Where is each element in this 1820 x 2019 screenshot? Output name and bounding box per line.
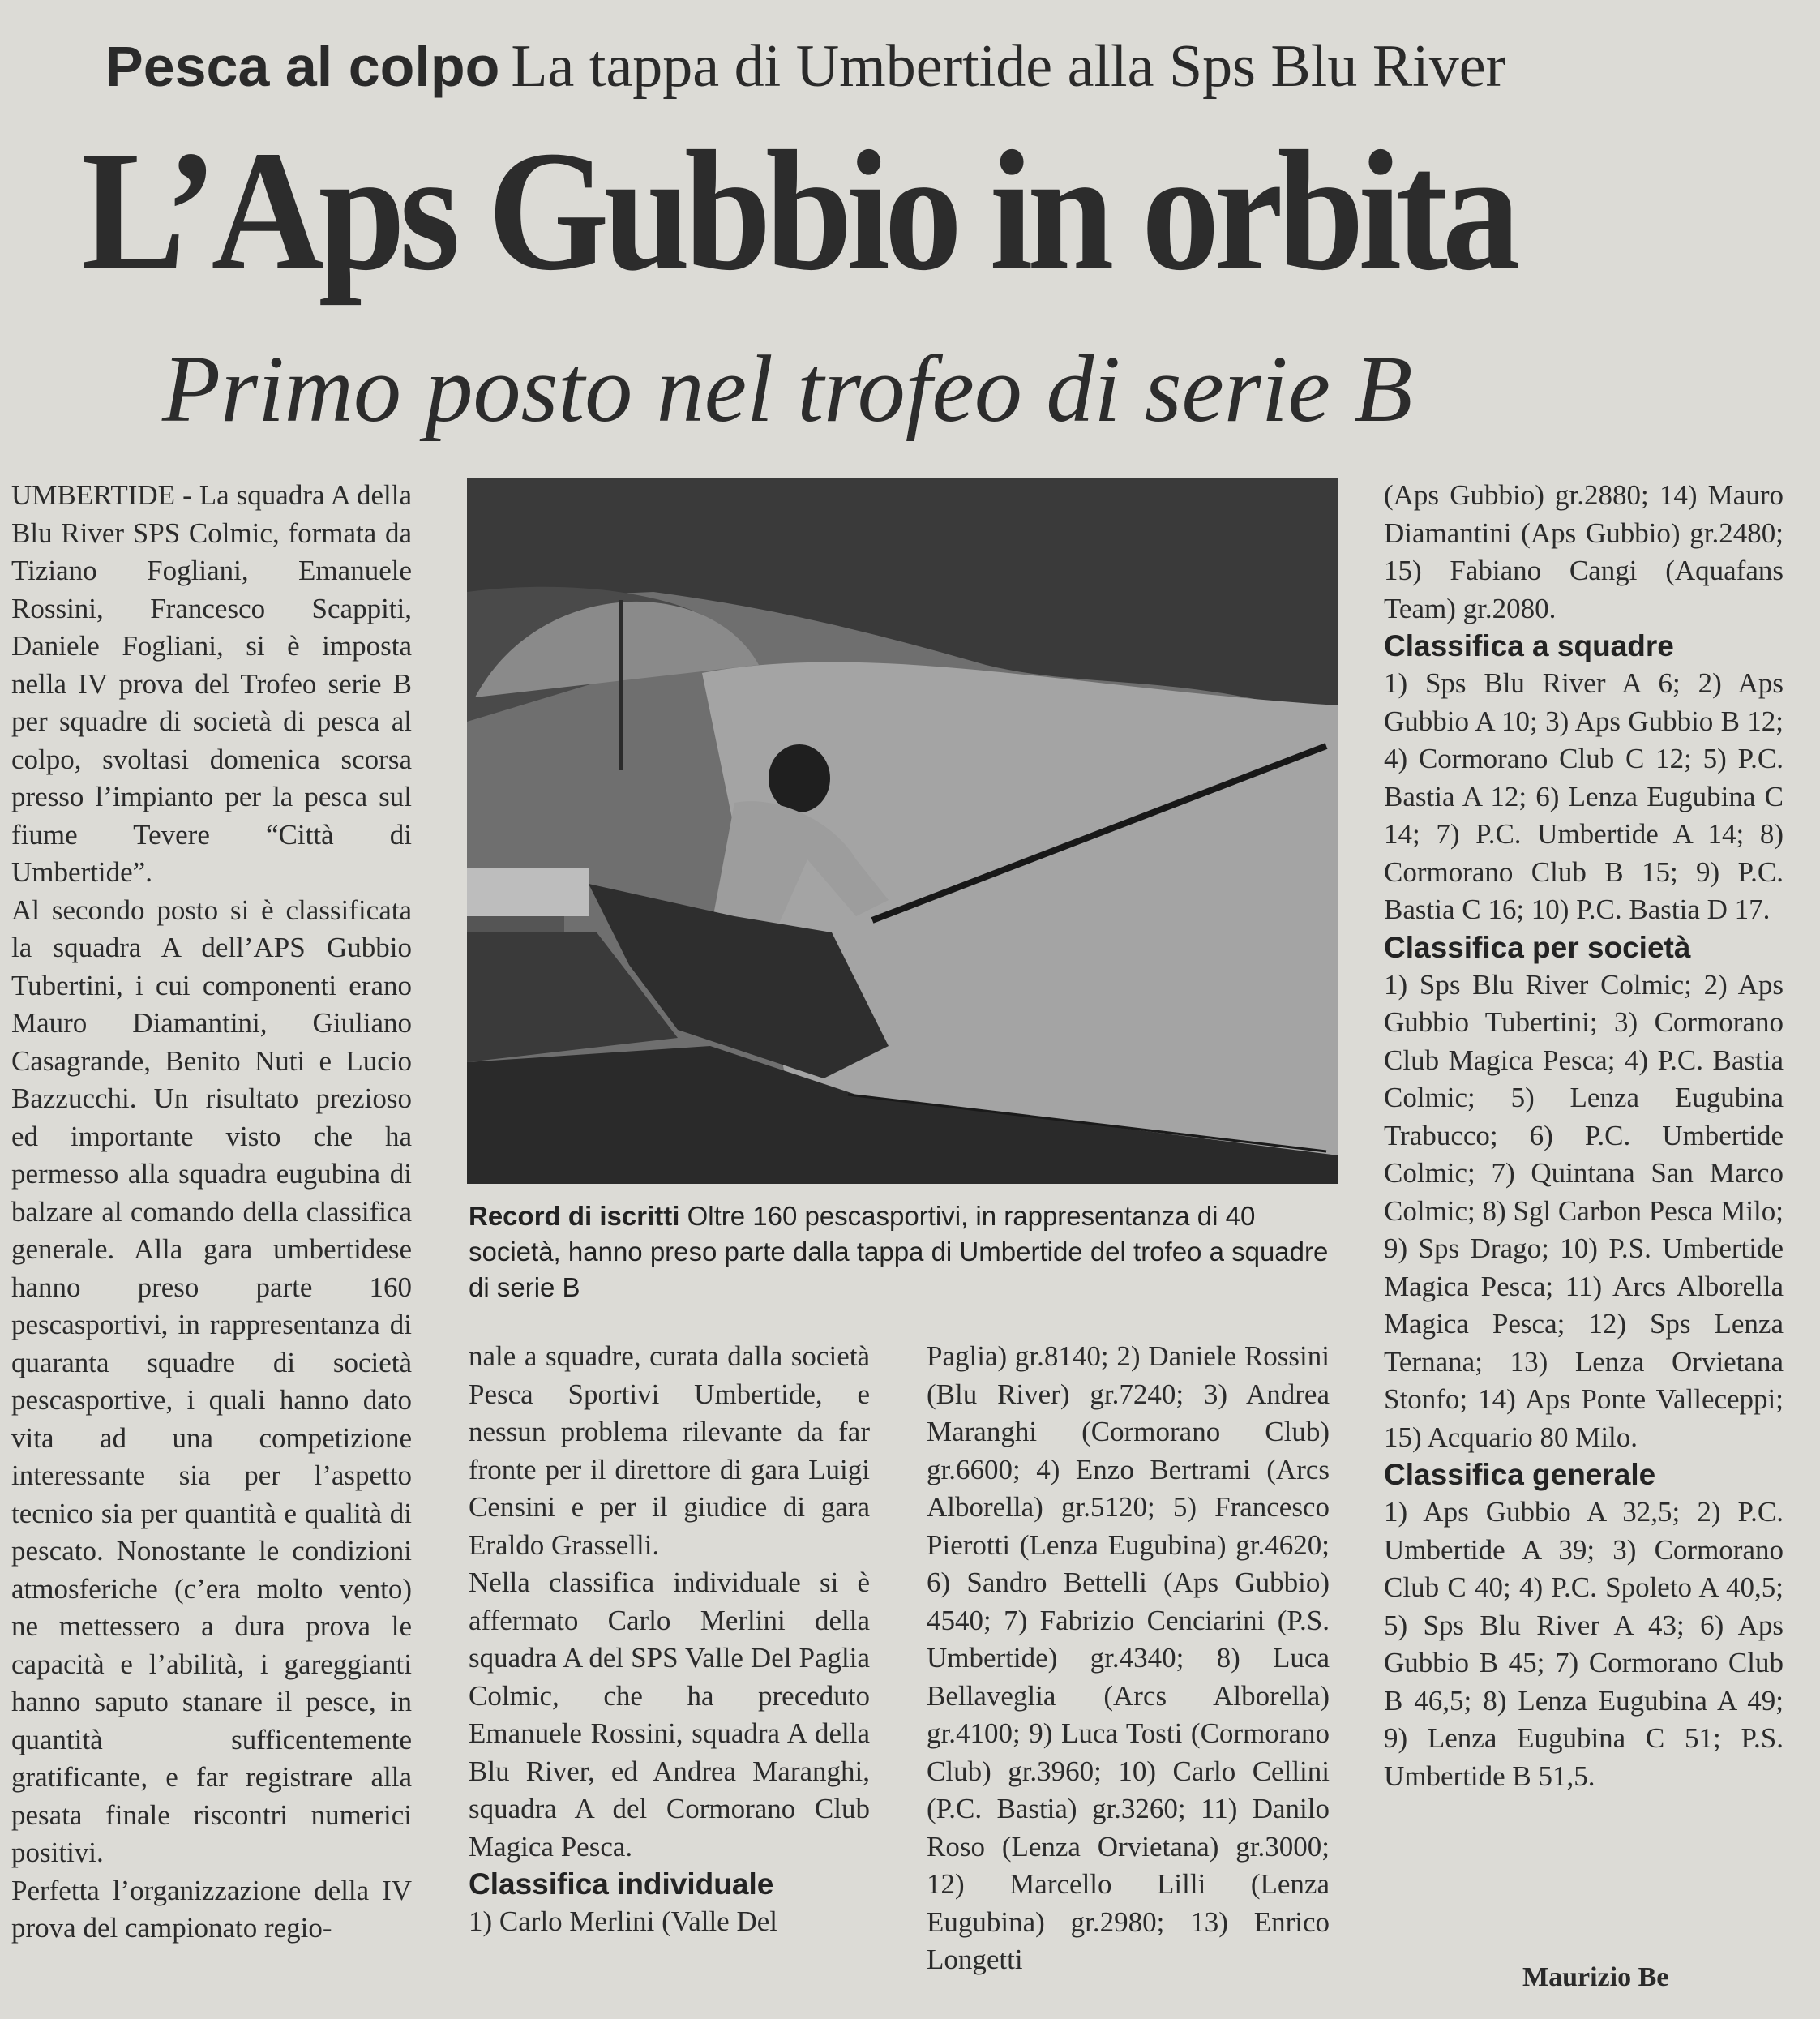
byline: Maurizio Be <box>1522 1962 1669 1992</box>
section-title-squadre: Classifica a squadre <box>1384 629 1674 662</box>
classifica-individuale-part-c: (Aps Gubbio) gr.2880; 14) Mauro Diamantini (Aps Gubbio) gr.2480; 15) Fabiano Cangi (Aquafans Team) gr.2080. <box>1384 479 1784 624</box>
classifica-individuale-part-b: Paglia) gr.8140; 2) Daniele Rossini (Blu River) gr.7240; 3) Andrea Maranghi (Cormorano Club) gr.6600; 4) Enzo Bertrami (Arcs Alborella) gr.5120; 5) Francesco Pierotti (Lenza Eugubina) gr.4620; 6) Sandro Bettelli (Aps Gubbio) 4540; 7) Fabrizio Cenciarini (P.S. Umbertide) gr.4340; 8) Luca Bellaveglia (Arcs Alborella) gr.4100; 9) Luca Tosti (Cormorano Club) gr.3960; 10) Carlo Cellini (P.C. Bastia) gr.3260; 11) Danilo Roso (Lenza Orvietana) gr.3000; 12) Marcello Lilli (Lenza Eugubina) gr.2980; 13) Enrico Longetti <box>927 1340 1330 1975</box>
kicker <box>105 32 1719 105</box>
article-column-4 <box>1384 477 1784 1795</box>
photo-illustration <box>467 478 1338 1184</box>
section-title-societa: Classifica per società <box>1384 930 1691 964</box>
caption-text: Oltre 160 pescasportivi, in rappresentanza di 40 società, hanno preso parte dalla tappa di Umbertide del trofeo a squadre di serie B <box>469 1201 1329 1302</box>
paragraph-4: Nella classifica individuale si è affermato Carlo Merlini della squadra A del SPS Valle Del Paglia Colmic, che ha preceduto Emanuele Rossini, squadra A della Blu River, ed Andrea Maranghi, squadra A del Cormorano Club Magica Pesca. <box>469 1567 870 1863</box>
classifica-societa-text: 1) Sps Blu River Colmic; 2) Aps Gubbio Tubertini; 3) Cormorano Club Magica Pesca; 4) P.C. Bastia Colmic; 5) Lenza Eugubina Trabucco; 6) P.C. Umbertide Colmic; 7) Quintana San Marco Colmic; 8) Sgl Carbon Pesca Milo; 9) Sps Drago; 10) P.S. Umbertide Magica Pesca; 11) Arcs Alborella Magica Pesca; 12) Sps Lenza Ternana; 13) Lenza Orvietana Stonfo; 14) Aps Ponte Valleceppi; 15) Acquario 80 Milo. <box>1384 968 1784 1453</box>
headline: L’Aps Gubbio in orbita <box>81 115 1515 306</box>
article-column-2 <box>469 1338 870 1941</box>
photo-caption <box>469 1198 1344 1320</box>
paragraph-3-continued: nale a squadre, curata dalla società Pesca Sportivi Umbertide, e nessun problema rilevante da far fronte per il direttore di gara Luigi Censini e per il giudice di gara Eraldo Grasselli. <box>469 1340 870 1561</box>
paragraph-1: UMBERTIDE - La squadra A della Blu River SPS Colmic, formata da Tiziano Fogliani, Emanuele Rossini, Francesco Scappiti, Daniele Fogliani, si è imposta nella IV prova del Trofeo serie B per squadre di società di pesca al colpo, svoltasi domenica scorsa presso l’impianto per la pesca sul fiume Tevere “Città di Umbertide”. <box>11 479 412 888</box>
subheadline: Primo posto nel trofeo di serie B <box>162 336 1413 442</box>
classifica-generale-text: 1) Aps Gubbio A 32,5; 2) P.C. Umbertide A 39; 3) Cormorano Club C 40; 4) P.C. Spoleto A 40,5; 5) Sps Blu River A 43; 6) Aps Gubbio B 45; 7) Cormorano Club B 46,5; 8) Lenza Eugubina A 49; 9) Lenza Eugubina C 51; P.S. Umbertide B 51,5. <box>1384 1496 1784 1792</box>
fishing-photo <box>467 478 1338 1184</box>
paragraph-2: Al secondo posto si è classificata la squadra A dell’APS Gubbio Tubertini, i cui componenti erano Mauro Diamantini, Giuliano Casagrande, Benito Nuti e Lucio Bazzucchi. Un risultato prezioso ed importante visto che ha permesso alla squadra eugubina di balzare al comando della classifica generale. Alla gara umbertidese hanno preso parte 160 pescasportivi, in rappresentanza di quaranta squadre di società pescasportive, i quali hanno dato vita ad una competizione interessante sia per l’aspetto tecnico sia per quantità e qualità di pescato. Nonostante le condizioni atmosferiche (c’era molto vento) ne mettessero a dura prova le capacità e l’abilità, i gareggianti hanno saputo stanare il pesce, in quantità sufficentemente gratificante, e far registrare alla pesata finale riscontri numerici positivi. <box>11 894 412 1868</box>
paragraph-3-break: IV prova del campionato regio- <box>11 1874 412 1944</box>
classifica-squadre-text: 1) Sps Blu River A 6; 2) Aps Gubbio A 10; 3) Aps Gubbio B 12; 4) Cormorano Club C 12; 5) P.C. Bastia A 12; 6) Lenza Eugubina C 14; 7) P.C. Umbertide A 14; 8) Cormorano Club B 15; 9) P.C. Bastia C 16; 10) P.C. Bastia D 17. <box>1384 667 1784 925</box>
article-column-1 <box>11 477 412 1948</box>
article-column-3 <box>927 1338 1330 1979</box>
kicker-text: La tappa di Umbertide alla Sps Blu River <box>511 33 1506 100</box>
caption-title: Record di iscritti <box>469 1201 680 1231</box>
kicker-section: Pesca al colpo <box>105 35 500 98</box>
classifica-individuale-part-a: 1) Carlo Merlini (Valle Del <box>469 1905 778 1937</box>
paragraph-3-start: Perfetta l’organizzazione della IV prova del campionato regio- <box>11 1874 412 1944</box>
section-title-individuale: Classifica individuale <box>469 1867 774 1901</box>
section-title-generale: Classifica generale <box>1384 1458 1656 1491</box>
